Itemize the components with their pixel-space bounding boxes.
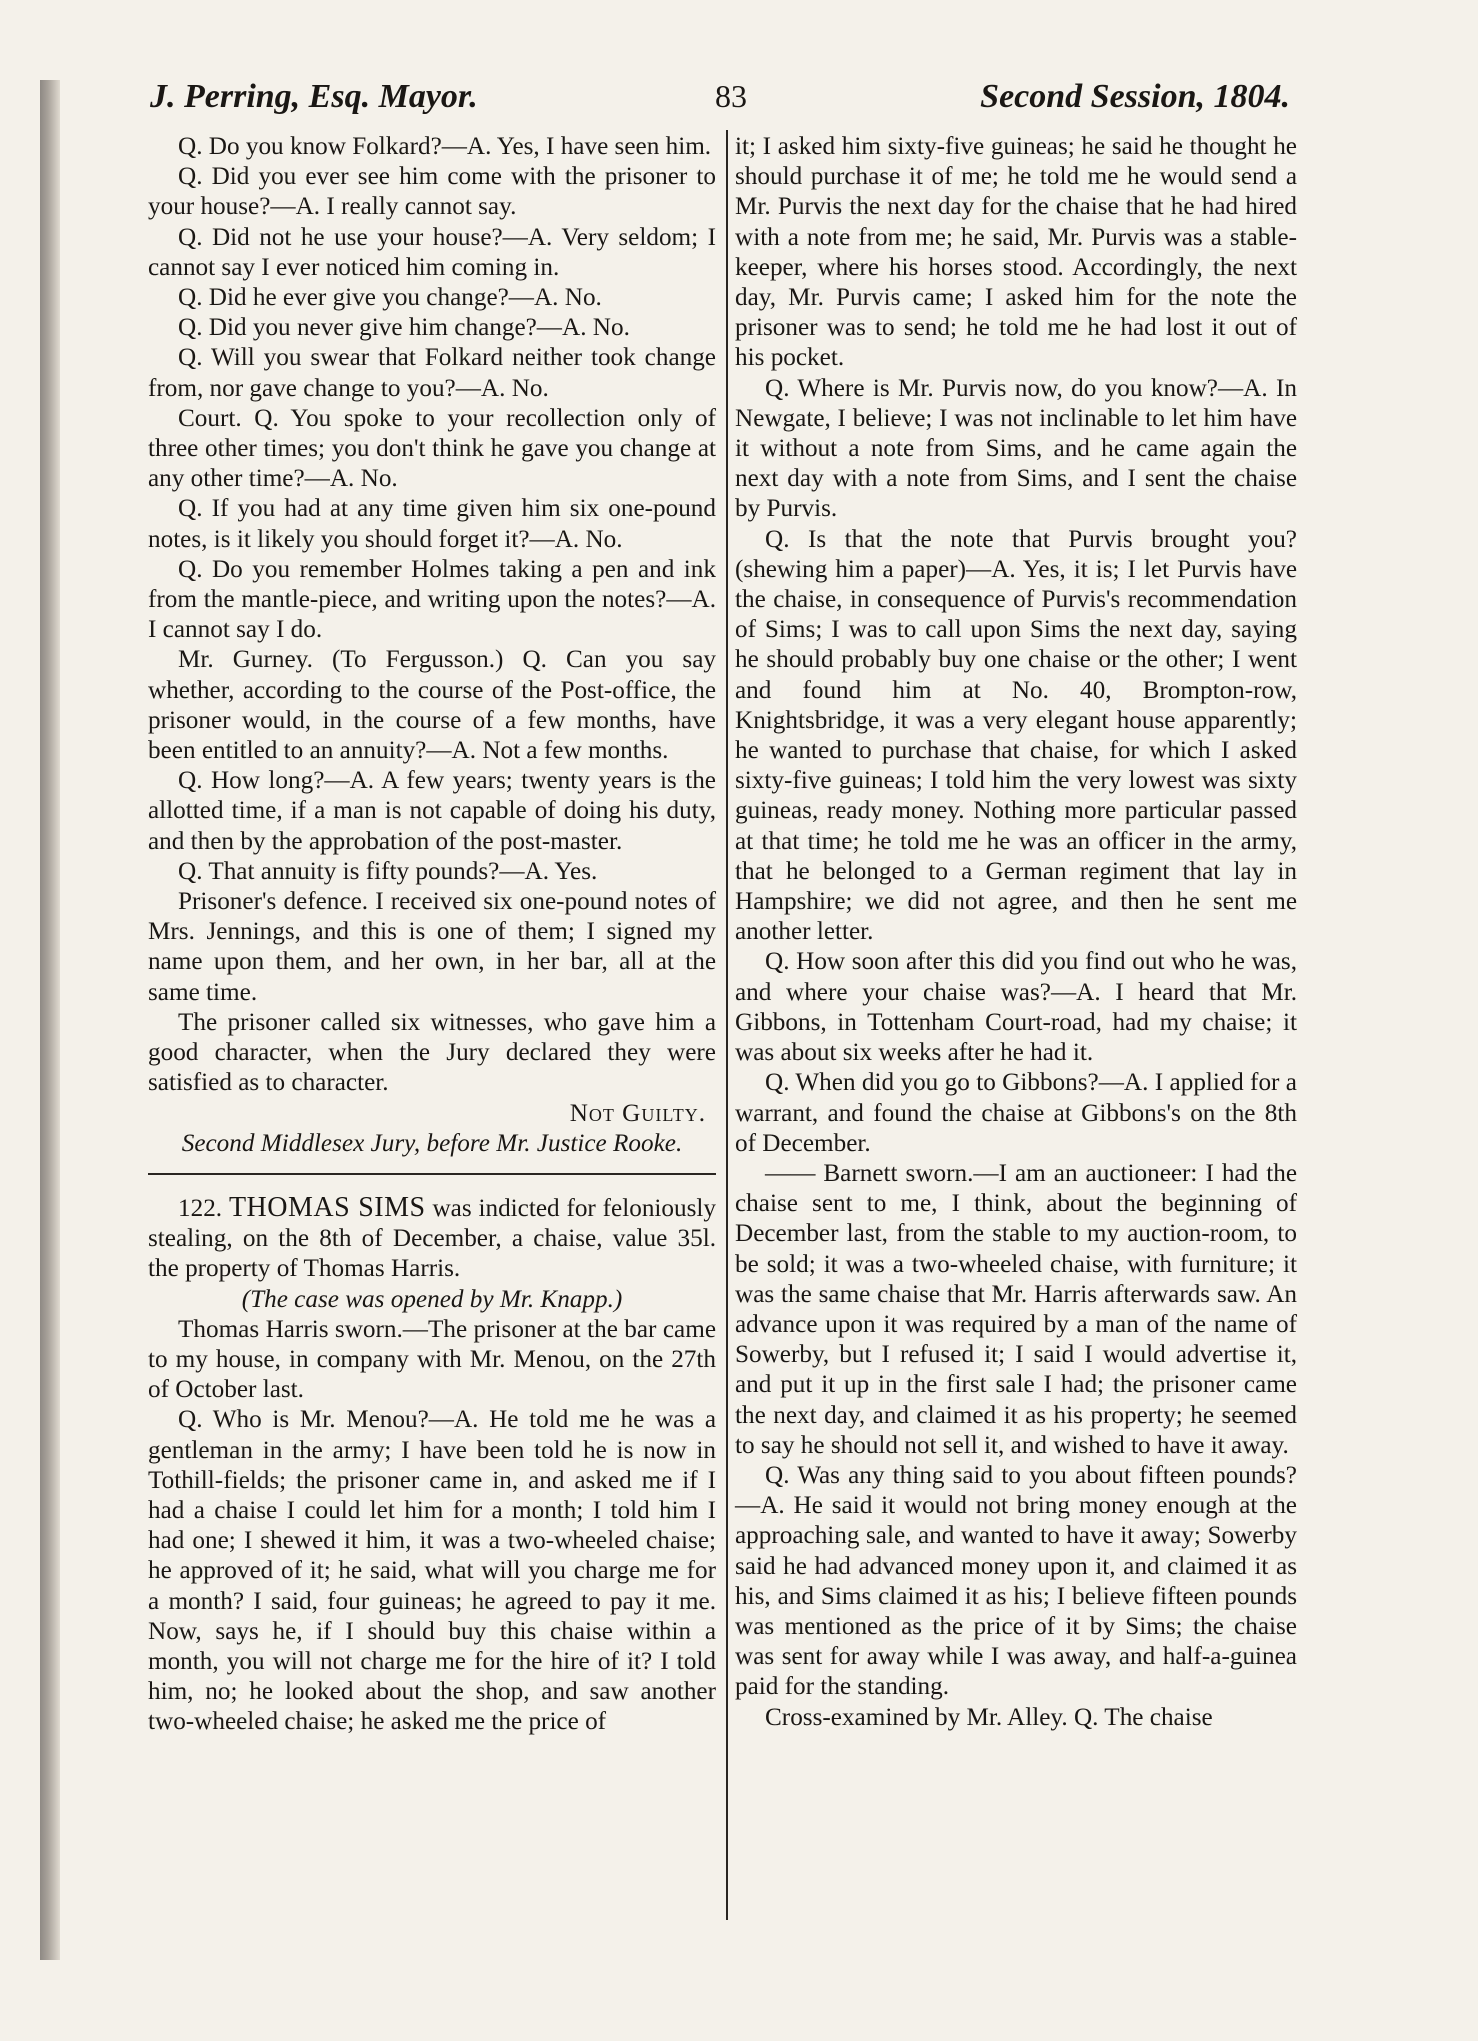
paragraph: it; I asked him sixty-five guineas; he said he thought he should purchase it of me; he told me he would send a Mr. Purvis the next day for the chaise that he had hired with a note from me; he said, Mr. Purvis was a stable-keeper, where his horses stood. Accordingly, the next day, Mr. Purvis came; I asked him for the note the prisoner was to send; he told me he had lost it out of his pocket. [735,133,1297,372]
case-separator [148,1173,716,1175]
page-number: 83 [715,78,747,114]
paragraph: Q. Did he ever give you change?—A. No. [178,284,602,312]
case-number: 122. [178,1194,223,1222]
paragraph: Q. Do you remember Holmes taking a pen and ink from the mantle-piece, and writing upon the notes?—A. I cannot say I do. [148,555,716,644]
paragraph: Thomas Harris sworn.—The prisoner at the bar came to my house, in company with Mr. Menou, on the 27th of October last. [148,1315,716,1404]
paragraph: Cross-examined by Mr. Alley. Q. The chaise [765,1703,1213,1731]
paragraph: Q. Did you never give him change?—A. No. [178,314,630,342]
paragraph: Q. Did you ever see him come with the prisoner to your house?—A. I really cannot say. [148,163,716,221]
verdict: Not Guilty. [569,1099,706,1127]
page-binding-shadow [40,80,60,1960]
paragraph: Q. How long?—A. A few years; twenty years is the allotted time, if a man is not capable of doing his duty, and then by the approbation of the post-master. [148,767,716,855]
case-heading [148,1193,716,1285]
case-charge: was indicted for feloniously stealing, on the 8th of December, a chaise, value 35l. the property of Thomas Harris. [148,1194,717,1283]
paragraph: Q. Did not he use your house?—A. Very seldom; I cannot say I ever noticed him coming in. [148,223,716,281]
paragraph: —— Barnett sworn.—I am an auctioneer: I had the chaise sent to me, I think, about the beginning of December last, from the stable to my auction-room, to be sold; it was a two-wheeled chaise, with furniture; it was the same chaise that Mr. Harris afterwards saw. An advance upon it was required by a man of the name of Sowerby, but I refused it; I said I would advertise it, and put it up in the first sale I had; the prisoner came the next day, and claimed it as his property; he seemed to say he should not sell it, and wished to have it away. [735,1159,1297,1459]
jury-note: Second Middlesex Jury, before Mr. Justice Rooke. [181,1129,683,1157]
paragraph: Prisoner's defence. I received six one-pound notes of Mrs. Jennings, and this is one of them; I signed my name upon them, and her own, in her bar, all at the same time. [148,888,716,1006]
case-opened-note: (The case was opened by Mr. Knapp.) [241,1285,623,1313]
defendant-name: THOMAS SIMS [228,1191,426,1223]
paragraph: Q. Is that the note that Purvis brought you? (shewing him a paper)—A. Yes, it is; I let Purvis have the chaise, in consequence of Purvis's recommendation of Sims; I was to call upon Sims the next day, saying he should probably buy one chaise or the other; I went and found him at No. 40, Brompton-row, Knightsbridge, it was a very elegant house apparently; he wanted to purchase that chaise, for which I asked sixty-five guineas; I told him the very lowest was sixty guineas, ready money. Nothing more particular passed at that time; he told me he was an officer in the army, that he belonged to a German regiment that lay in Hampshire; we did not agree, and then he sent me another letter. [735,525,1297,946]
paragraph: Q. Where is Mr. Purvis now, do you know?—A. In Newgate, I believe; I was not inclinable to let him have it without a note from Sims, and he came again the next day with a note from Sims, and I sent the chaise by Purvis. [735,374,1297,523]
paragraph: Q. Who is Mr. Menou?—A. He told me he was a gentleman in the army; I have been told he is now in Tothill-fields; the prisoner came in, and asked me if I had a chaise I could let him for a month; I told him I had one; I shewed it him, it was a two-wheeled chaise; he approved of it; he said, what will you charge me for a month? I said, four guineas; he agreed to pay it me. Now, says he, if I should buy this chaise within a month, you will not charge me for the hire of it? I told him, no; he looked about the shop, and saw another two-wheeled chaise; he asked me the price of [148,1406,716,1736]
paragraph: Q. If you had at any time given him six one-pound notes, is it likely you should forget it?—A. No. [148,495,716,553]
paragraph: Q. Will you swear that Folkard neither took change from, nor gave change to you?—A. No. [148,344,716,402]
header-left: J. Perring, Esq. Mayor. [150,78,478,115]
paragraph: Q. That annuity is fifty pounds?—A. Yes. [178,857,598,885]
header-right: Second Session, 1804. [980,78,1290,115]
paragraph: Q. When did you go to Gibbons?—A. I applied for a warrant, and found the chaise at Gibbons's on the 8th of December. [735,1069,1297,1157]
paragraph: Court. Q. You spoke to your recollection only of three other times; you don't think he gave you change at any other time?—A. No. [148,404,716,493]
paragraph: Q. Do you know Folkard?—A. Yes, I have seen him. [178,133,712,160]
column-rule [726,130,728,1920]
paragraph: The prisoner called six witnesses, who gave him a good character, when the Jury declared they were satisfied as to character. [148,1008,716,1097]
paragraph: Q. How soon after this did you find out who he was, and where your chaise was?—A. I heard that Mr. Gibbons, in Tottenham Court-road, had my chaise; it was about six weeks after he had it. [735,948,1297,1067]
paragraph: Q. Was any thing said to you about fifteen pounds?—A. He said it would not bring money enough at the approaching sale, and wanted to have it away; Sowerby said he had advanced money upon it, and claimed it as his, and Sims claimed it as his; I believe fifteen pounds was mentioned as the price of it by Sims; the chaise was sent for away while I was away, and half-a-guinea paid for the standing. [735,1461,1297,1701]
right-column [735,132,1297,1733]
left-column [148,132,716,1738]
paragraph: Mr. Gurney. (To Fergusson.) Q. Can you say whether, according to the course of the Post-office, the prisoner would, in the course of a few months, have been entitled to an annuity?—A. Not a few months. [148,646,716,765]
running-header [150,78,1290,128]
